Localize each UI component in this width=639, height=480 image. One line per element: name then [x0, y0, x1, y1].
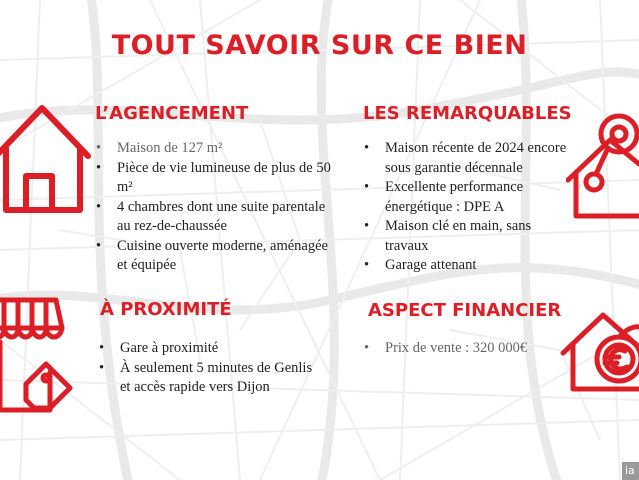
list-item: • Garage attenant: [385, 256, 575, 276]
list-item: • Pièce de vie lumineuse de plus de 50 m²: [117, 159, 332, 198]
list-item: • Gare à proximité: [120, 339, 320, 359]
list-item: • 4 chambres dont une suite parentale au rez-de-chaussée: [117, 198, 332, 237]
list-item: • Maison clé en main, sans travaux: [385, 217, 575, 256]
house-with-key-icon: [566, 100, 639, 220]
list-item: • Maison récente de 2024 encore sous garantie décennale: [385, 139, 575, 178]
list-item: • Excellente performance énergétique : DPE A: [385, 178, 575, 217]
list-agencement: [95, 139, 332, 276]
list-item: • Maison de 127 m²: [117, 139, 332, 159]
section-title-remarquables: LES REMARQUABLES: [363, 103, 572, 124]
section-title-financier: ASPECT FINANCIER: [368, 300, 562, 321]
section-title-agencement: L’AGENCEMENT: [95, 103, 249, 124]
shop-with-tag-icon: [0, 292, 80, 417]
list-financier: [363, 339, 575, 359]
list-item: • Cuisine ouverte moderne, aménagée et équipée: [117, 237, 332, 276]
section-title-proximite: À PROXIMITÉ: [100, 299, 232, 320]
list-item: • À seulement 5 minutes de Genlis et accès rapide vers Dijon: [120, 359, 320, 398]
list-remarquables: [363, 139, 575, 276]
page-title: TOUT SAVOIR SUR CE BIEN: [111, 30, 528, 61]
list-item: • Prix de vente : 320 000€: [385, 339, 575, 359]
house-icon: [0, 98, 92, 216]
list-proximite: [98, 339, 320, 398]
watermark-logo: la: [622, 462, 639, 480]
